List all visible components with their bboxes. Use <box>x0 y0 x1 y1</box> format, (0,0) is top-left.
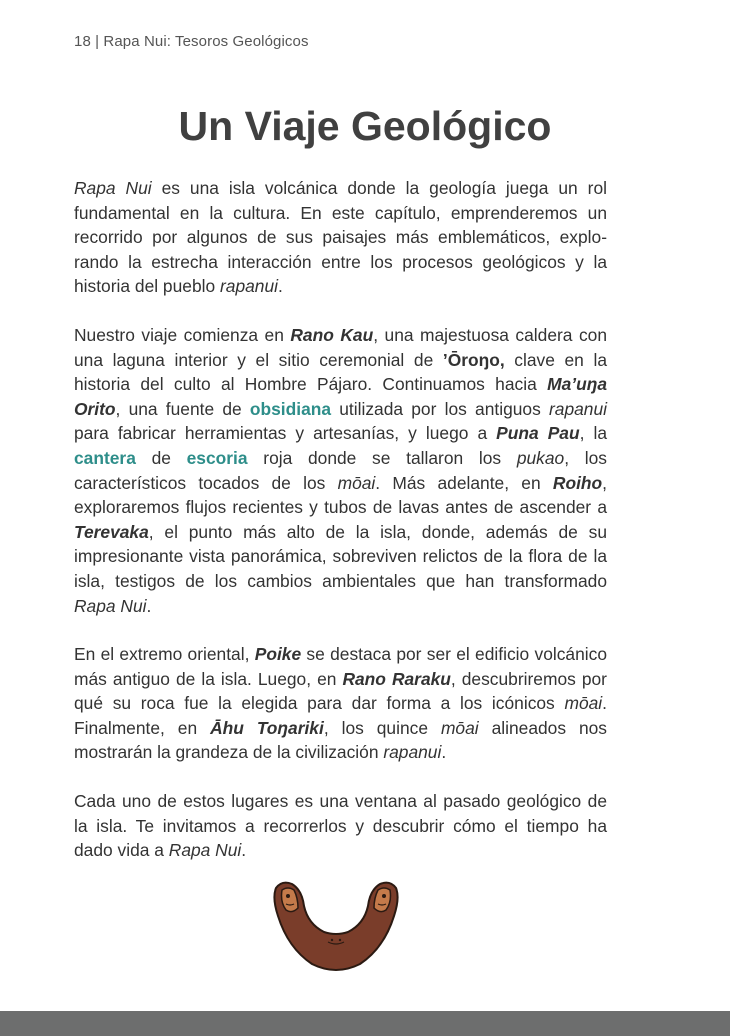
text-run: , la <box>579 423 608 444</box>
term-rapanui: rapanui <box>548 398 607 419</box>
text-run: es una isla volcánica donde la geología juega un rol fundamental en la cultura. En este capítulo, emprenderemos un recorrido por algunos de sus paisajes más emblemáticos, explorando la estrecha interacción entre los procesos geológicos y la historia del pueblo <box>74 178 607 297</box>
glossary-cantera: cantera <box>74 447 136 468</box>
place-roiho: Roiho <box>552 472 603 493</box>
paragraph-east <box>74 642 607 765</box>
text-run: . <box>278 276 283 297</box>
running-header: 18 | Rapa Nui: Tesoros Geológicos <box>74 33 309 50</box>
term-pukao: pukao <box>516 447 565 468</box>
place-rano-raraku: Rano Raraku <box>342 668 451 689</box>
text-run: alineados nos mostrarán la grandeza de la civilización <box>74 717 607 763</box>
term-rapanui: rapanui <box>383 742 442 763</box>
text-run: , descubriremos por qué su roca fue la elegida para dar forma a los icónicos <box>74 668 607 714</box>
term-moai: mōai <box>564 693 603 714</box>
paragraph-closing <box>74 789 607 863</box>
text-run: . Finalmente, en <box>74 693 607 738</box>
place-orongo: ’Ōroŋo, <box>442 349 505 370</box>
text-run: roja donde se tallaron los <box>247 447 517 468</box>
text-run: Nuestro viaje comienza en <box>74 324 291 345</box>
text-run: Cada uno de estos lugares es una ventana al pasado geológico de la isla. Te invitamos a recorrerlos y descubrir cómo el tiempo ha dado vida a <box>74 791 607 861</box>
text-run: clave en la historia del culto al Hombre Pájaro. Continuamos hacia <box>74 349 607 395</box>
glossary-obsidiana: obsidiana <box>249 398 332 419</box>
reimiro-pectoral-icon <box>268 876 404 976</box>
text-run: , exploraremos flujos recientes y tubos de lavas antes de ascender a <box>74 472 607 518</box>
place-puna-pau: Puna Pau <box>496 423 580 444</box>
text-run: para fabricar herramientas y artesanías, y luego a <box>74 423 497 444</box>
term-moai: mōai <box>440 717 479 738</box>
glossary-escoria: escoria <box>186 447 248 468</box>
text-run: de <box>135 447 187 468</box>
text-run: utilizada por los antiguos <box>331 398 549 419</box>
term-rapa-nui: Rapa Nui <box>168 840 242 861</box>
place-mauna-orito: Ma’uŋa Orito <box>74 374 607 419</box>
paragraph-intro <box>74 176 607 299</box>
page-title: Un Viaje Geológico <box>178 103 552 149</box>
text-run: . Más adelante, en <box>375 472 553 493</box>
body-text <box>74 176 607 863</box>
place-terevaka: Terevaka <box>74 521 149 542</box>
text-run: , los quince <box>323 717 441 738</box>
text-run: se destaca por ser el edificio volcánico más antiguo de la isla. Luego, en <box>74 644 607 689</box>
term-rapa-nui: Rapa Nui <box>74 178 152 198</box>
term-rapa-nui: Rapa Nui <box>74 595 147 616</box>
text-run: En el extremo oriental, <box>74 644 255 665</box>
text-run: , una majestuosa caldera con una laguna interior y el sitio ceremonial de <box>74 324 607 370</box>
place-poike: Poike <box>254 644 302 665</box>
paragraph-journey <box>74 323 607 618</box>
place-rano-kau: Rano Kau <box>290 324 374 345</box>
place-ahu-tongariki: Āhu Toŋariki <box>210 717 324 738</box>
term-rapanui: rapanui <box>220 276 279 297</box>
text-run: . <box>441 742 447 763</box>
text-run: , el punto más alto de la isla, donde, además de su impresionante vista panorámica, sobreviven relictos de la flora de la isla, testigos de los cambios ambientales que han transformado <box>74 521 607 591</box>
text-run: . <box>241 840 247 861</box>
text-run: . <box>146 595 152 616</box>
text-run: , una fuente de <box>115 398 250 419</box>
text-run: , los característicos tocados de los <box>74 447 607 493</box>
footer-bar <box>0 1011 730 1036</box>
term-moai: mōai <box>337 472 376 493</box>
